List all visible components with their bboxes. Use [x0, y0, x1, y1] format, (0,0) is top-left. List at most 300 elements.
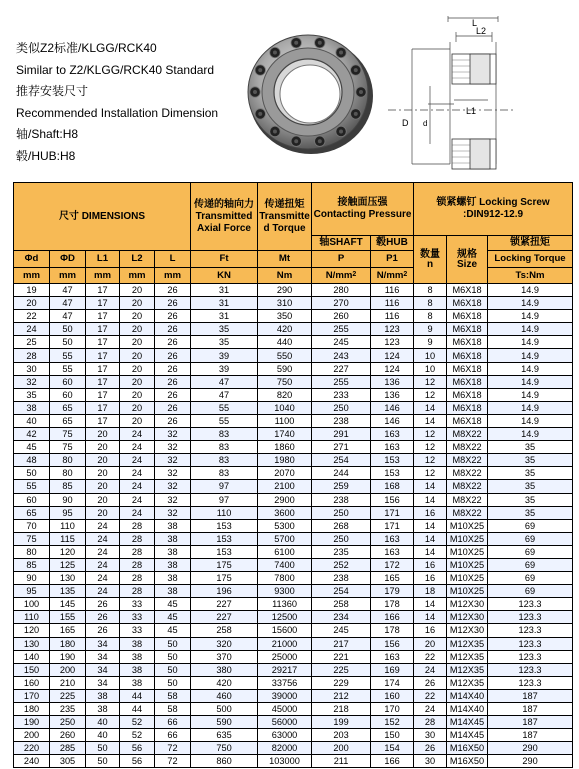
- cell-ft: 39: [191, 362, 258, 375]
- cell-n: 8: [414, 284, 447, 297]
- cell-p: 238: [312, 414, 371, 427]
- screw-socket-icon: [339, 129, 343, 133]
- sym-l1: L1: [86, 251, 120, 268]
- cell-l: 45: [155, 611, 191, 624]
- cell-d: 90: [14, 572, 50, 585]
- cell-mt: 7800: [258, 572, 312, 585]
- cell-ft: 196: [191, 585, 258, 598]
- cell-l: 50: [155, 637, 191, 650]
- cell-n: 16: [414, 624, 447, 637]
- cell-od: 130: [50, 572, 86, 585]
- standard-title-cn: 类似Z2标准/KLGG/RCK40: [16, 41, 157, 55]
- table-row: [14, 336, 573, 349]
- cell-od: 65: [50, 414, 86, 427]
- cell-d: 20: [14, 297, 50, 310]
- cell-l: 26: [155, 336, 191, 349]
- cell-n: 14: [414, 519, 447, 532]
- cell-n: 14: [414, 480, 447, 493]
- cell-n: 16: [414, 558, 447, 571]
- cell-l2: 28: [120, 585, 155, 598]
- cell-n: 24: [414, 663, 447, 676]
- cell-od: 190: [50, 650, 86, 663]
- cell-ft: 35: [191, 323, 258, 336]
- cell-ft: 258: [191, 624, 258, 637]
- cell-l1: 40: [86, 716, 120, 729]
- cell-l2: 33: [120, 624, 155, 637]
- table-row: [14, 624, 573, 637]
- cell-mt: 45000: [258, 703, 312, 716]
- screw-socket-icon: [359, 90, 363, 94]
- table-row: [14, 545, 573, 558]
- table-row: [14, 676, 573, 689]
- cell-p1: 163: [371, 441, 414, 454]
- cell-n: 14: [414, 598, 447, 611]
- cell-n: 14: [414, 545, 447, 558]
- cell-mt: 33756: [258, 676, 312, 689]
- cell-ft: 39: [191, 349, 258, 362]
- cell-l2: 20: [120, 414, 155, 427]
- table-row: [14, 598, 573, 611]
- cell-ts: 14.9: [488, 428, 573, 441]
- cell-od: 250: [50, 716, 86, 729]
- cell-ft: 635: [191, 729, 258, 742]
- cell-mt: 750: [258, 375, 312, 388]
- cell-mt: 63000: [258, 729, 312, 742]
- cell-od: 85: [50, 480, 86, 493]
- unit-nm: Nm: [258, 268, 312, 284]
- cell-l: 26: [155, 362, 191, 375]
- cell-size: M12X35: [447, 650, 488, 663]
- cell-od: 80: [50, 467, 86, 480]
- cell-mt: 56000: [258, 716, 312, 729]
- cell-n: 22: [414, 689, 447, 702]
- cell-ft: 175: [191, 558, 258, 571]
- cell-ts: 14.9: [488, 297, 573, 310]
- cell-mt: 2070: [258, 467, 312, 480]
- cell-d: 65: [14, 506, 50, 519]
- cell-size: M6X18: [447, 349, 488, 362]
- cell-od: 115: [50, 532, 86, 545]
- cell-p: 260: [312, 310, 371, 323]
- cell-d: 50: [14, 467, 50, 480]
- cell-l1: 17: [86, 310, 120, 323]
- unit-mm: mm: [14, 268, 50, 284]
- cell-n: 18: [414, 585, 447, 598]
- cell-l: 26: [155, 323, 191, 336]
- cell-p1: 163: [371, 650, 414, 663]
- cell-p: 200: [312, 742, 371, 755]
- cell-l1: 38: [86, 689, 120, 702]
- cell-l2: 28: [120, 558, 155, 571]
- cell-d: 110: [14, 611, 50, 624]
- screw-socket-icon: [354, 68, 358, 72]
- cell-ft: 47: [191, 375, 258, 388]
- cell-p: 244: [312, 467, 371, 480]
- cell-size: M8X22: [447, 428, 488, 441]
- cell-l: 66: [155, 716, 191, 729]
- cell-p1: 150: [371, 729, 414, 742]
- cell-od: 50: [50, 323, 86, 336]
- cell-l2: 20: [120, 349, 155, 362]
- cell-p: 234: [312, 611, 371, 624]
- cell-p1: 169: [371, 663, 414, 676]
- cell-l: 32: [155, 454, 191, 467]
- cell-ts: 35: [488, 493, 573, 506]
- cell-d: 170: [14, 689, 50, 702]
- cell-p1: 152: [371, 716, 414, 729]
- cell-ts: 123.3: [488, 676, 573, 689]
- cell-size: M10X25: [447, 519, 488, 532]
- cell-ft: 380: [191, 663, 258, 676]
- cell-p1: 146: [371, 401, 414, 414]
- cell-p: 255: [312, 375, 371, 388]
- table-row: [14, 506, 573, 519]
- table-row: [14, 284, 573, 297]
- cell-mt: 310: [258, 297, 312, 310]
- cell-size: M8X22: [447, 480, 488, 493]
- cell-od: 235: [50, 703, 86, 716]
- cell-p: 271: [312, 441, 371, 454]
- cell-size: M12X30: [447, 611, 488, 624]
- table-row: [14, 519, 573, 532]
- cell-ts: 14.9: [488, 362, 573, 375]
- cell-od: 47: [50, 310, 86, 323]
- cell-mt: 1740: [258, 428, 312, 441]
- screw-socket-icon: [253, 90, 257, 94]
- cell-mt: 550: [258, 349, 312, 362]
- cell-size: M14X40: [447, 703, 488, 716]
- cell-size: M8X22: [447, 506, 488, 519]
- cell-mt: 7400: [258, 558, 312, 571]
- cell-l2: 38: [120, 650, 155, 663]
- cell-size: M8X22: [447, 467, 488, 480]
- cell-od: 305: [50, 755, 86, 768]
- table-row: [14, 362, 573, 375]
- cell-l: 45: [155, 624, 191, 637]
- header-transmitted-torque: 传递扭矩 Transmitte d Torque: [258, 183, 312, 251]
- cell-od: 200: [50, 663, 86, 676]
- cell-ts: 14.9: [488, 388, 573, 401]
- cell-l2: 20: [120, 401, 155, 414]
- cell-ts: 35: [488, 480, 573, 493]
- cell-mt: 15600: [258, 624, 312, 637]
- cell-l: 26: [155, 414, 191, 427]
- cell-p1: 136: [371, 375, 414, 388]
- cell-d: 38: [14, 401, 50, 414]
- cell-ft: 110: [191, 506, 258, 519]
- cell-size: M6X18: [447, 297, 488, 310]
- cell-ft: 153: [191, 519, 258, 532]
- standard-title-en: Similar to Z2/KLGG/RCK40 Standard: [16, 62, 215, 77]
- cell-size: M8X22: [447, 454, 488, 467]
- cell-od: 47: [50, 297, 86, 310]
- cell-size: M10X25: [447, 585, 488, 598]
- cell-p: 280: [312, 284, 371, 297]
- cell-l: 58: [155, 703, 191, 716]
- cell-ts: 123.3: [488, 637, 573, 650]
- cell-l2: 24: [120, 428, 155, 441]
- cell-p1: 123: [371, 323, 414, 336]
- cell-d: 24: [14, 323, 50, 336]
- cell-n: 12: [414, 467, 447, 480]
- cell-l1: 50: [86, 755, 120, 768]
- cell-size: M10X25: [447, 558, 488, 571]
- cell-ft: 460: [191, 689, 258, 702]
- cell-ft: 55: [191, 401, 258, 414]
- cell-ts: 290: [488, 742, 573, 755]
- cell-p: 203: [312, 729, 371, 742]
- cell-p1: 163: [371, 545, 414, 558]
- cell-mt: 590: [258, 362, 312, 375]
- screw-socket-icon: [273, 129, 277, 133]
- unit-mm: mm: [86, 268, 120, 284]
- cell-l1: 17: [86, 297, 120, 310]
- cell-d: 45: [14, 441, 50, 454]
- sym-ft: Ft: [191, 251, 258, 268]
- cell-mt: 440: [258, 336, 312, 349]
- unit-ts-nm: Ts:Nm: [488, 268, 573, 284]
- cell-d: 80: [14, 545, 50, 558]
- header-axial-force: 传递的轴向力 Transmitted Axial Force: [191, 183, 258, 251]
- drawing-label-d-inner: d: [423, 119, 428, 128]
- cell-l1: 24: [86, 585, 120, 598]
- cell-n: 12: [414, 428, 447, 441]
- cell-ft: 500: [191, 703, 258, 716]
- cell-l2: 52: [120, 729, 155, 742]
- cell-l: 38: [155, 572, 191, 585]
- cell-p1: 163: [371, 428, 414, 441]
- cell-p1: 163: [371, 532, 414, 545]
- cell-n: 14: [414, 401, 447, 414]
- cell-l2: 33: [120, 598, 155, 611]
- cell-ts: 35: [488, 467, 573, 480]
- cell-l2: 28: [120, 532, 155, 545]
- table-row: [14, 637, 573, 650]
- cell-ts: 14.9: [488, 414, 573, 427]
- cell-l2: 20: [120, 336, 155, 349]
- cell-d: 180: [14, 703, 50, 716]
- cell-p: 245: [312, 336, 371, 349]
- cell-size: M6X18: [447, 336, 488, 349]
- cell-ft: 55: [191, 414, 258, 427]
- cell-size: M12X35: [447, 637, 488, 650]
- cell-l2: 56: [120, 742, 155, 755]
- cell-ft: 83: [191, 441, 258, 454]
- cell-ft: 590: [191, 716, 258, 729]
- cell-d: 48: [14, 454, 50, 467]
- cell-l1: 20: [86, 428, 120, 441]
- cell-od: 60: [50, 388, 86, 401]
- cell-p1: 123: [371, 336, 414, 349]
- cell-p1: 165: [371, 572, 414, 585]
- cell-od: 50: [50, 336, 86, 349]
- cell-od: 120: [50, 545, 86, 558]
- cell-l: 38: [155, 558, 191, 571]
- locking-assembly-product-image: [238, 22, 380, 164]
- cell-p: 250: [312, 506, 371, 519]
- cell-l1: 24: [86, 545, 120, 558]
- cell-l1: 20: [86, 506, 120, 519]
- cell-p1: 178: [371, 624, 414, 637]
- table-row: [14, 716, 573, 729]
- cell-ft: 320: [191, 637, 258, 650]
- cell-l2: 24: [120, 467, 155, 480]
- table-row: [14, 414, 573, 427]
- cell-ts: 69: [488, 532, 573, 545]
- cell-ts: 123.3: [488, 650, 573, 663]
- cell-od: 65: [50, 401, 86, 414]
- cell-ft: 97: [191, 480, 258, 493]
- cell-n: 8: [414, 297, 447, 310]
- cell-p1: 174: [371, 676, 414, 689]
- cell-mt: 350: [258, 310, 312, 323]
- cell-mt: 25000: [258, 650, 312, 663]
- cell-n: 20: [414, 637, 447, 650]
- cell-od: 155: [50, 611, 86, 624]
- cell-n: 12: [414, 375, 447, 388]
- table-row: [14, 349, 573, 362]
- screw-socket-icon: [318, 139, 322, 143]
- cell-ft: 750: [191, 742, 258, 755]
- cell-l1: 38: [86, 703, 120, 716]
- unit-mm: mm: [155, 268, 191, 284]
- cell-n: 26: [414, 742, 447, 755]
- cell-l: 50: [155, 663, 191, 676]
- cell-l2: 44: [120, 703, 155, 716]
- cell-d: 130: [14, 637, 50, 650]
- sym-p1: P1: [371, 251, 414, 268]
- cell-l1: 20: [86, 480, 120, 493]
- cell-d: 150: [14, 663, 50, 676]
- cell-p: 238: [312, 493, 371, 506]
- cell-l1: 20: [86, 454, 120, 467]
- cell-od: 125: [50, 558, 86, 571]
- cell-p: 255: [312, 323, 371, 336]
- cell-od: 60: [50, 375, 86, 388]
- cell-size: M6X18: [447, 310, 488, 323]
- cell-ts: 123.3: [488, 663, 573, 676]
- cell-mt: 6100: [258, 545, 312, 558]
- cell-d: 25: [14, 336, 50, 349]
- cell-p: 238: [312, 572, 371, 585]
- cell-od: 285: [50, 742, 86, 755]
- cell-l1: 26: [86, 598, 120, 611]
- cell-ts: 187: [488, 716, 573, 729]
- cell-mt: 290: [258, 284, 312, 297]
- cell-ts: 69: [488, 519, 573, 532]
- cell-l1: 17: [86, 401, 120, 414]
- cell-l2: 56: [120, 755, 155, 768]
- cell-size: M16X50: [447, 742, 488, 755]
- cell-size: M12X35: [447, 676, 488, 689]
- cell-p: 245: [312, 624, 371, 637]
- cell-p1: 153: [371, 467, 414, 480]
- cell-l1: 24: [86, 519, 120, 532]
- cell-ts: 14.9: [488, 323, 573, 336]
- cell-l1: 24: [86, 532, 120, 545]
- cell-ts: 290: [488, 755, 573, 768]
- cell-l: 26: [155, 375, 191, 388]
- screw-socket-icon: [273, 51, 277, 55]
- cell-d: 19: [14, 284, 50, 297]
- cell-n: 16: [414, 572, 447, 585]
- cell-p1: 136: [371, 388, 414, 401]
- cell-l2: 20: [120, 323, 155, 336]
- cell-p1: 124: [371, 362, 414, 375]
- cell-l2: 28: [120, 519, 155, 532]
- table-row: [14, 663, 573, 676]
- table-row: [14, 310, 573, 323]
- screw-socket-icon: [258, 112, 262, 116]
- cell-d: 30: [14, 362, 50, 375]
- cell-n: 14: [414, 414, 447, 427]
- unit-pressure-hub: $N/mm^2$: [371, 268, 414, 284]
- cell-mt: 82000: [258, 742, 312, 755]
- cell-l2: 38: [120, 637, 155, 650]
- cell-size: M6X18: [447, 414, 488, 427]
- table-row: [14, 558, 573, 571]
- cell-n: 12: [414, 454, 447, 467]
- cell-p1: 154: [371, 742, 414, 755]
- cell-p1: 179: [371, 585, 414, 598]
- cell-l: 32: [155, 493, 191, 506]
- cell-d: 220: [14, 742, 50, 755]
- cell-n: 22: [414, 650, 447, 663]
- cell-l2: 24: [120, 454, 155, 467]
- cell-p: 250: [312, 401, 371, 414]
- cell-p1: 172: [371, 558, 414, 571]
- unit-kn: KN: [191, 268, 258, 284]
- cell-mt: 420: [258, 323, 312, 336]
- cell-p1: 166: [371, 611, 414, 624]
- cell-od: 55: [50, 362, 86, 375]
- cell-l: 38: [155, 585, 191, 598]
- header-size: 规格 Size: [447, 236, 488, 284]
- cell-n: 9: [414, 323, 447, 336]
- header-locking-torque-cn: 锁紧扭矩: [488, 236, 573, 251]
- cell-mt: 29217: [258, 663, 312, 676]
- cell-l1: 17: [86, 323, 120, 336]
- cell-l1: 17: [86, 388, 120, 401]
- cell-n: 14: [414, 611, 447, 624]
- cell-ft: 860: [191, 755, 258, 768]
- cell-l1: 17: [86, 349, 120, 362]
- cell-mt: 1980: [258, 454, 312, 467]
- cell-ts: 187: [488, 703, 573, 716]
- cell-l: 72: [155, 742, 191, 755]
- cell-p1: 156: [371, 493, 414, 506]
- sym-mt: Mt: [258, 251, 312, 268]
- cell-p: 243: [312, 349, 371, 362]
- cell-size: M12X30: [447, 624, 488, 637]
- cell-p1: 178: [371, 598, 414, 611]
- cell-ft: 83: [191, 428, 258, 441]
- cell-d: 240: [14, 755, 50, 768]
- cell-p: 225: [312, 663, 371, 676]
- cell-ts: 14.9: [488, 284, 573, 297]
- sym-l2: L2: [120, 251, 155, 268]
- hub-tolerance: 毂/HUB:H8: [16, 148, 76, 163]
- cell-l2: 20: [120, 388, 155, 401]
- cell-p: 217: [312, 637, 371, 650]
- cell-p: 258: [312, 598, 371, 611]
- cell-mt: 21000: [258, 637, 312, 650]
- cell-l2: 24: [120, 480, 155, 493]
- cell-l: 72: [155, 755, 191, 768]
- cell-ts: 123.3: [488, 611, 573, 624]
- cell-p: 254: [312, 454, 371, 467]
- cell-p1: 116: [371, 284, 414, 297]
